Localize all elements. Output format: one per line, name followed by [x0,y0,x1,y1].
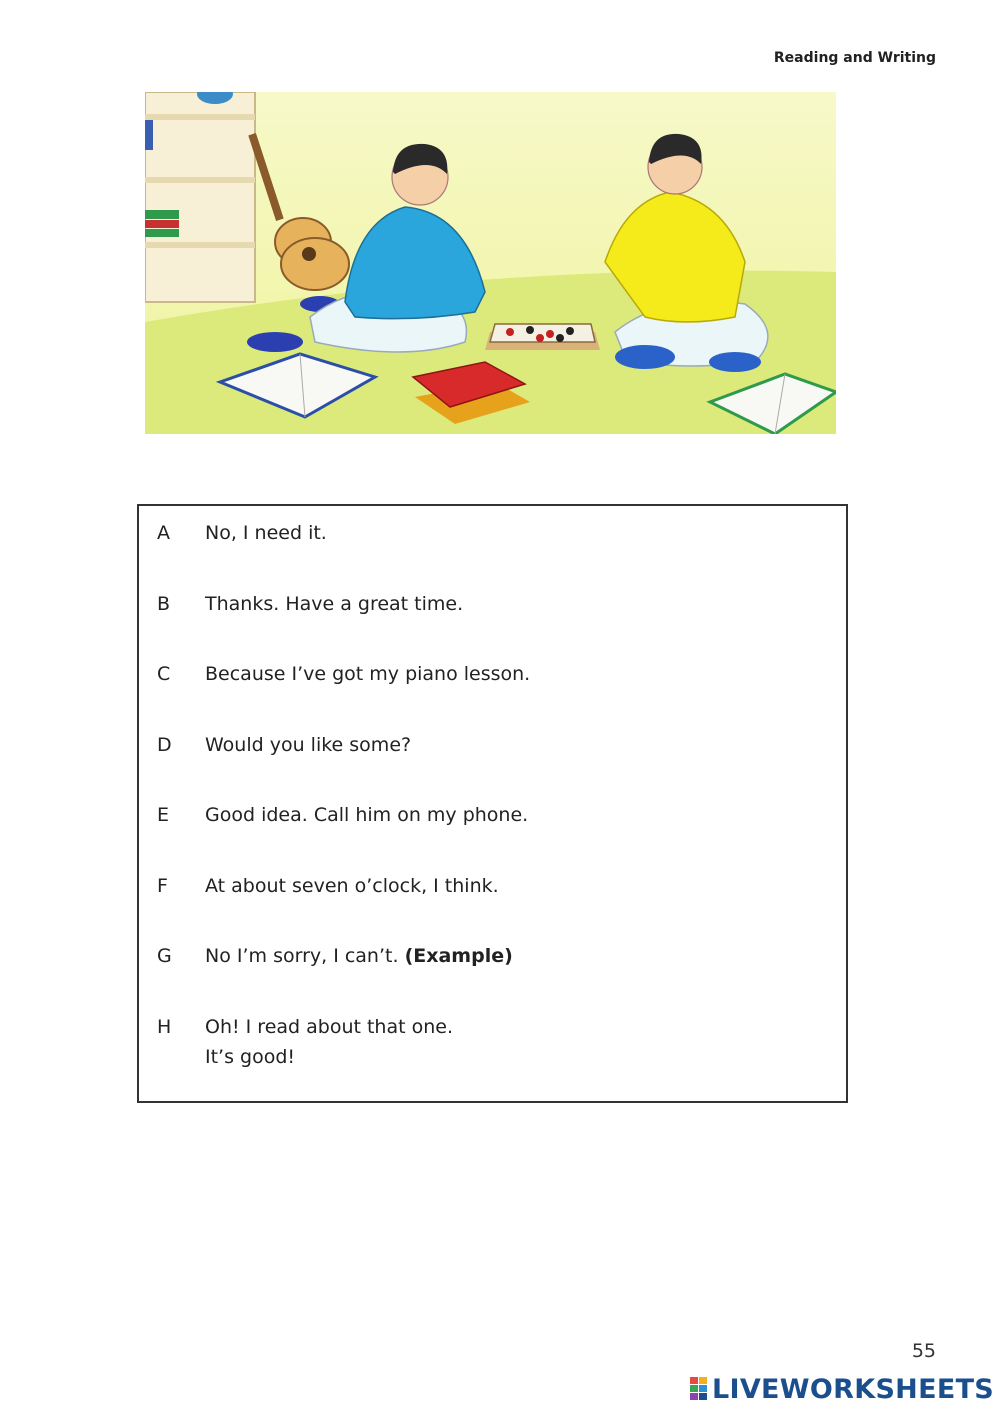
option-letter: G [157,945,172,967]
checkerboard [485,324,600,350]
option-text: No I’m sorry, I can’t. [205,945,399,967]
option-text: No, I need it. [205,522,327,544]
option-text: Would you like some? [205,734,412,756]
option-text-line-1: Oh! I read about that one. [205,1016,454,1038]
option-text: Because I’ve got my piano lesson. [205,663,531,685]
option-letter: H [157,1016,172,1038]
illustration-boys-playing-checkers [145,92,836,434]
scene-svg [145,92,836,434]
bookshelf [145,92,255,302]
page-number: 55 [911,1340,936,1362]
option-letter: B [157,593,171,615]
option-letter: E [157,804,170,826]
logo-mark-icon [690,1375,708,1403]
option-text: At about seven o’clock, I think. [205,875,499,897]
answer-options-box [137,504,848,1103]
option-letter: C [157,663,171,685]
option-text: Thanks. Have a great time. [205,593,464,615]
option-letter: D [157,734,172,756]
liveworksheets-logo [690,1374,994,1404]
logo-text: LIVEWORKSHEETS [712,1373,995,1405]
option-text-line-2: It’s good! [205,1046,296,1068]
option-text: Good idea. Call him on my phone. [205,804,529,826]
option-letter: A [157,522,170,544]
option-letter: F [157,875,168,897]
header-title: Reading and Writing [773,50,936,66]
example-label: (Example) [404,945,513,967]
